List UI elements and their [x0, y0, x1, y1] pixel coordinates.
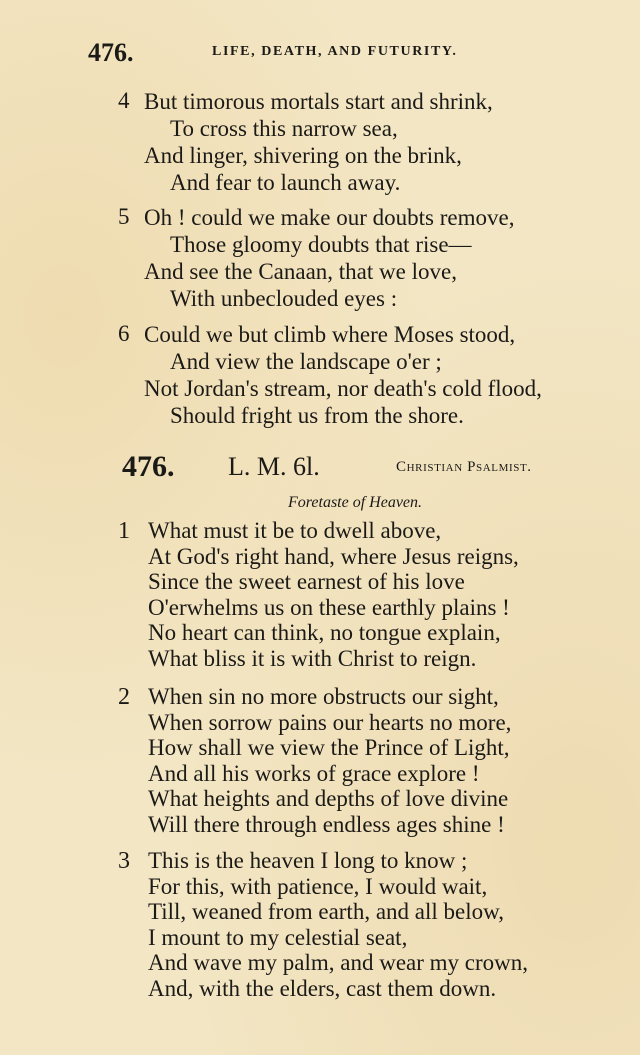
verse-line: But timorous mortals start and shrink,	[144, 89, 493, 114]
stanza-1	[118, 518, 608, 671]
hymn-author: Christian Psalmist.	[396, 459, 532, 475]
verse-line: Those gloomy doubts that rise—	[170, 232, 472, 257]
verse-line: What bliss it is with Christ to reign.	[148, 645, 477, 671]
hymn-subtitle: Foretaste of Heaven.	[287, 494, 423, 511]
prev-stanza-5	[118, 204, 608, 312]
verse-line: I mount to my celestial seat,	[148, 924, 408, 950]
prev-stanza-4	[118, 88, 608, 196]
stanza-number: 6	[118, 321, 130, 346]
stanza-2	[118, 684, 608, 837]
stanza-number: 5	[118, 204, 130, 229]
verse-line: What must it be to dwell above,	[148, 518, 442, 543]
running-head	[88, 38, 600, 68]
verse-line: With unbeclouded eyes :	[170, 286, 398, 311]
page-number: 476.	[88, 38, 134, 67]
stanza-number: 4	[118, 88, 130, 113]
verse-line: And all his works of grace explore !	[148, 760, 480, 786]
verse-line: And fear to launch away.	[170, 170, 401, 195]
verse-line: Not Jordan's stream, nor death's cold flood,	[144, 376, 542, 401]
hymn-number: 476.	[122, 450, 175, 483]
verse-line: And wave my palm, and wear my crown,	[148, 950, 529, 975]
verse-line: How shall we view the Prince of Light,	[148, 735, 510, 760]
verse-line: Oh ! could we make our doubts remove,	[144, 205, 515, 230]
stanza-number: 1	[118, 518, 130, 544]
stanza-3	[118, 848, 608, 1001]
hymn-subtitle-row	[0, 494, 640, 512]
verse-line: O'erwhelms us on these earthly plains !	[148, 594, 510, 620]
verse-line: Since the sweet earnest of his love	[148, 569, 465, 594]
verse-line: What heights and depths of love divine	[148, 786, 509, 811]
stanza-number: 3	[118, 848, 130, 874]
verse-line: And view the landscape o'er ;	[170, 349, 442, 374]
verse-line: When sin no more obstructs our sight,	[148, 684, 499, 709]
verse-line: Till, weaned from earth, and all below,	[148, 899, 504, 924]
verse-line: Will there through endless ages shine !	[148, 811, 505, 837]
verse-line: At God's right hand, where Jesus reigns,	[148, 543, 519, 569]
verse-line: And, with the elders, cast them down.	[148, 975, 497, 1001]
prev-stanza-6	[118, 321, 608, 429]
verse-line: This is the heaven I long to know ;	[148, 848, 468, 873]
verse-line: When sorrow pains our hearts no more,	[148, 709, 512, 735]
stanza-number: 2	[118, 684, 130, 710]
verse-line: And linger, shivering on the brink,	[144, 143, 462, 168]
verse-line: To cross this narrow sea,	[170, 116, 398, 141]
verse-line: Could we but climb where Moses stood,	[144, 322, 516, 347]
hymn-header	[122, 450, 592, 486]
verse-line: No heart can think, no tongue explain,	[148, 620, 501, 645]
verse-line: For this, with patience, I would wait,	[148, 873, 488, 899]
verse-line: Should fright us from the shore.	[170, 403, 464, 428]
running-title: LIFE, DEATH, AND FUTURITY.	[212, 44, 458, 59]
verse-line: And see the Canaan, that we love,	[144, 259, 457, 284]
hymn-meter: L. M. 6l.	[228, 452, 320, 481]
